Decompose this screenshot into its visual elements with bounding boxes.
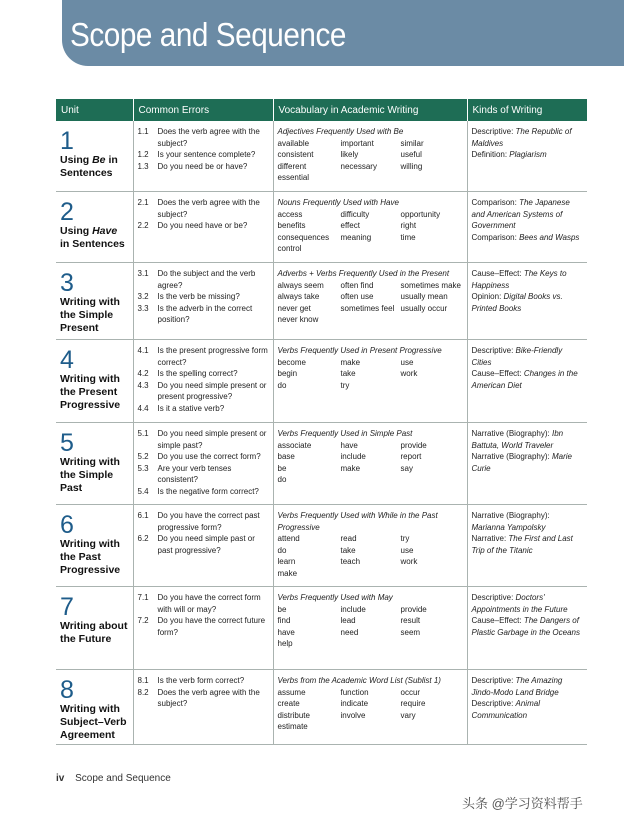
error-item (138, 428, 269, 451)
error-number: 2.2 (137, 221, 149, 231)
error-item (138, 463, 269, 486)
unit-cell (56, 263, 133, 340)
unit-title (60, 703, 129, 742)
error-text: Do you use the correct form? (157, 452, 261, 462)
vocab-word-grid (278, 687, 463, 733)
writing-kind (472, 698, 584, 721)
vocab-word: work (400, 557, 418, 567)
error-text: Is the spelling correct? (157, 369, 238, 379)
error-item (138, 345, 269, 368)
unit-number: 4 (60, 346, 74, 374)
error-number: 8.1 (137, 676, 149, 685)
vocab-word: associate (277, 440, 312, 450)
header-common-errors: Common Errors (133, 99, 273, 121)
kinds-cell (467, 121, 587, 192)
error-item (138, 126, 269, 149)
writing-kind-label: Descriptive: (471, 127, 516, 136)
unit-cell (56, 121, 133, 192)
writing-kind-title: The Amazing Jindo-Modo Land Bridge (471, 676, 563, 697)
writing-kind (472, 291, 584, 314)
vocab-word: require (400, 699, 426, 709)
errors-cell (133, 505, 273, 587)
vocab-word: benefits (277, 221, 306, 231)
vocab-word-grid (278, 357, 463, 392)
unit-number: 7 (60, 593, 74, 621)
vocab-word: include (340, 452, 366, 462)
vocab-word: read (340, 534, 357, 544)
error-text: Is the negative form correct? (157, 486, 259, 496)
error-item (138, 197, 269, 220)
error-item (138, 675, 269, 687)
vocab-cell (273, 192, 467, 263)
error-text: Is the adverb in the correct position? (157, 303, 253, 325)
vocab-word: use (400, 545, 414, 555)
writing-kind-title: Marie Curie (471, 452, 572, 473)
vocab-heading: Verbs Frequently Used in Simple Past (277, 429, 413, 438)
writing-kind-label: Cause–Effect: (471, 269, 524, 278)
vocab-word: never know (277, 315, 319, 325)
vocab-word-grid (278, 533, 463, 579)
vocab-word: seem (400, 627, 421, 637)
error-number: 7.2 (137, 616, 149, 626)
error-number: 5.2 (137, 452, 149, 462)
writing-kind-label: Comparison: (471, 198, 520, 207)
error-text: Do you need simple past or past progressive? (157, 534, 255, 555)
writing-kind (472, 533, 584, 556)
unit-title-text: Writing with the Simple Present (60, 296, 120, 334)
writing-kind-label: Narrative (Biography): (471, 511, 550, 520)
writing-kind-title: Ibn Battuta, World Traveler (471, 429, 564, 450)
error-number: 5.4 (137, 486, 149, 496)
error-item (138, 380, 269, 403)
error-text: Do you need have or be? (157, 221, 248, 231)
kinds-cell (467, 263, 587, 340)
page-number: iv (56, 773, 65, 784)
errors-cell (133, 263, 273, 340)
error-item (138, 615, 269, 638)
writing-kind (472, 368, 584, 391)
unit-title (60, 456, 129, 495)
vocab-word: try (340, 380, 350, 390)
error-item (138, 510, 269, 533)
writing-kind-title: Doctors' Appointments in the Future (471, 593, 568, 614)
kinds-cell (467, 505, 587, 587)
vocab-word: usually occur (400, 303, 448, 313)
writing-kind (472, 232, 584, 244)
error-number: 4.3 (137, 380, 149, 390)
vocab-word: sometimes feel (340, 303, 395, 313)
vocab-word: become (277, 357, 306, 367)
vocab-heading: Adverbs + Verbs Frequently Used in the Present (277, 269, 450, 278)
vocab-cell (273, 423, 467, 505)
error-number: 6.2 (137, 534, 149, 544)
vocab-word-grid (278, 280, 463, 326)
table-row (56, 340, 587, 423)
vocab-word: have (340, 440, 358, 450)
vocab-word: lead (340, 616, 356, 626)
writing-kind-title: Changes in the American Diet (471, 369, 578, 390)
error-number: 1.3 (137, 161, 149, 171)
vocab-word: make (340, 463, 361, 473)
watermark: 头条 @学习资料帮手 (462, 796, 583, 811)
error-number: 1.1 (137, 127, 149, 136)
writing-kind-label: Cause–Effect: (471, 616, 524, 626)
errors-cell (133, 340, 273, 423)
error-text: Is your sentence complete? (157, 150, 256, 160)
writing-kind-title: The Keys to Happiness (471, 269, 567, 290)
writing-kind (472, 149, 584, 161)
vocab-word-grid (278, 440, 463, 486)
error-item (138, 149, 269, 161)
vocab-word: important (340, 138, 374, 148)
vocab-word: different (277, 161, 307, 171)
unit-title (60, 373, 129, 412)
table-row (56, 192, 587, 263)
vocab-word: vary (400, 710, 416, 720)
vocab-word: include (340, 604, 366, 614)
error-item (138, 368, 269, 380)
page-footer (56, 773, 171, 784)
writing-kind-title: Animal Communication (471, 699, 540, 720)
vocab-word-grid (278, 604, 463, 650)
kinds-cell (467, 340, 587, 423)
error-item (138, 486, 269, 498)
vocab-cell (273, 121, 467, 192)
error-text: Do you have the correct form with will or may? (157, 593, 261, 614)
writing-kind-label: Descriptive: (471, 346, 516, 355)
unit-cell (56, 340, 133, 423)
errors-cell (133, 423, 273, 505)
table-row (56, 670, 587, 745)
vocab-heading: Verbs from the Academic Word List (Sublist 1) (277, 676, 441, 685)
kinds-cell (467, 670, 587, 745)
vocab-word: work (400, 369, 418, 379)
unit-title-text: Writing with Subject–Verb Agreement (60, 703, 127, 741)
vocab-word-grid (278, 138, 463, 184)
error-number: 4.1 (137, 346, 149, 355)
vocab-word: provide (400, 440, 427, 450)
writing-kind (472, 268, 584, 291)
error-number: 4.2 (137, 369, 149, 379)
vocab-word: occur (400, 687, 421, 697)
vocab-word: never get (277, 303, 311, 313)
vocab-heading: Nouns Frequently Used with Have (277, 198, 399, 207)
error-number: 1.2 (137, 150, 149, 160)
error-text: Are your verb tenses consistent? (157, 463, 232, 485)
unit-title-text: Using (60, 225, 93, 237)
writing-kind (472, 126, 584, 149)
vocab-word: say (400, 463, 413, 473)
error-text: Is the verb form correct? (157, 676, 245, 685)
writing-kind-label: Cause–Effect: (471, 369, 524, 379)
writing-kind-label: Descriptive: (471, 699, 516, 709)
vocab-word: assume (277, 687, 306, 697)
vocab-word: begin (277, 369, 298, 379)
vocab-word: effect (340, 221, 360, 231)
error-item (138, 220, 269, 232)
vocab-word: indicate (340, 699, 369, 709)
writing-kind-title: Plagiarism (509, 150, 547, 160)
vocab-word: do (277, 545, 287, 555)
writing-kind-title: Digital Books vs. Printed Books (471, 292, 563, 313)
kinds-cell (467, 192, 587, 263)
unit-title (60, 620, 129, 646)
vocab-word: always seem (277, 280, 324, 290)
vocab-word: need (340, 627, 359, 637)
vocab-word: useful (400, 150, 422, 160)
unit-cell (56, 423, 133, 505)
header-kinds-of-writing: Kinds of Writing (467, 99, 587, 121)
writing-kind (472, 592, 584, 615)
vocab-cell (273, 505, 467, 587)
vocab-word: access (277, 209, 303, 219)
error-number: 5.3 (137, 463, 149, 473)
writing-kind-title: The Republic of Maldives (471, 127, 572, 148)
error-text: Does the verb agree with the subject? (157, 198, 260, 219)
header-vocabulary: Vocabulary in Academic Writing (273, 99, 467, 121)
vocab-word: essential (277, 173, 310, 183)
vocab-heading: Verbs Frequently Used with May (277, 593, 393, 602)
writing-kind (472, 197, 584, 232)
scope-sequence-table (56, 99, 587, 745)
errors-cell (133, 121, 273, 192)
unit-title-text-end: in Sentences (60, 154, 118, 179)
error-number: 5.1 (137, 429, 149, 438)
writing-kind-label: Narrative (Biography): (471, 429, 552, 438)
error-text: Does the verb agree with the subject? (157, 687, 260, 709)
vocab-word: report (400, 452, 422, 462)
error-item (138, 687, 269, 710)
unit-cell (56, 192, 133, 263)
error-item (138, 268, 269, 291)
kinds-cell (467, 587, 587, 670)
vocab-word: willing (400, 161, 423, 171)
writing-kind-title: Marianna Yampolsky (471, 522, 546, 532)
writing-kind-title: The Dangers of Plastic Garbage in the Oceans (471, 616, 581, 637)
vocab-word: be (277, 604, 287, 614)
table-row (56, 263, 587, 340)
errors-cell (133, 587, 273, 670)
vocab-word: use (400, 357, 414, 367)
writing-kind-title: The First and Last Trip of the Titanic (471, 534, 573, 555)
vocab-word: try (400, 534, 410, 544)
vocab-word: consistent (277, 150, 314, 160)
vocab-word: make (340, 357, 361, 367)
vocab-word: provide (400, 604, 427, 614)
vocab-word: do (277, 475, 287, 485)
vocab-word: function (340, 687, 369, 697)
vocab-word: opportunity (400, 209, 441, 219)
error-number: 6.1 (137, 511, 149, 520)
vocab-word: be (277, 463, 287, 473)
vocab-cell (273, 670, 467, 745)
vocab-heading: Verbs Frequently Used with While in the Past Progressive (277, 511, 438, 532)
vocab-heading: Verbs Frequently Used in Present Progressive (277, 346, 442, 355)
unit-title (60, 225, 129, 251)
vocab-word: have (277, 627, 295, 637)
error-item (138, 403, 269, 415)
error-number: 3.2 (137, 292, 149, 302)
vocab-word: usually mean (400, 292, 448, 302)
vocab-cell (273, 587, 467, 670)
vocab-word: involve (340, 710, 366, 720)
error-item (138, 451, 269, 463)
vocab-word: right (400, 221, 417, 231)
error-number: 4.4 (137, 403, 149, 413)
header-unit: Unit (56, 99, 133, 121)
page-title: Scope and Sequence (70, 16, 346, 53)
vocab-word: make (277, 568, 298, 578)
unit-title (60, 538, 129, 577)
vocab-word: control (277, 244, 302, 254)
vocab-heading: Adjectives Frequently Used with Be (277, 127, 404, 136)
writing-kind-label: Definition: (471, 150, 510, 160)
error-item (138, 303, 269, 326)
vocab-word: always take (277, 292, 320, 302)
writing-kind (472, 451, 584, 474)
unit-title-text-end: in Sentences (60, 238, 125, 250)
error-number: 8.2 (137, 687, 149, 697)
unit-title-emphasis: Have (92, 225, 118, 237)
writing-kind (472, 615, 584, 638)
writing-kind-title: Bike-Friendly Cities (471, 346, 563, 367)
vocab-word: necessary (340, 161, 377, 171)
errors-cell (133, 192, 273, 263)
writing-kind-label: Opinion: (471, 292, 504, 302)
vocab-word: teach (340, 557, 361, 567)
error-text: Is it a stative verb? (157, 403, 225, 413)
writing-kind (472, 675, 584, 698)
error-text: Is the verb be missing? (157, 292, 240, 302)
error-text: Do you have the correct future form? (157, 616, 266, 637)
vocab-word: attend (277, 534, 300, 544)
unit-number: 6 (60, 511, 74, 539)
vocab-word: find (277, 616, 291, 626)
error-text: Do the subject and the verb agree? (157, 269, 256, 290)
vocab-word: often find (340, 280, 374, 290)
vocab-word: take (340, 369, 356, 379)
unit-title (60, 154, 129, 180)
unit-number: 5 (60, 429, 74, 457)
error-item (138, 291, 269, 303)
error-item (138, 161, 269, 173)
unit-title-text: Using (60, 154, 93, 166)
error-number: 3.1 (137, 269, 149, 278)
unit-title (60, 296, 129, 335)
vocab-word: difficulty (340, 209, 370, 219)
vocab-word: estimate (277, 722, 308, 732)
writing-kind (472, 345, 584, 368)
vocab-word: learn (277, 557, 296, 567)
vocab-word: often use (340, 292, 374, 302)
table-row (56, 121, 587, 192)
error-number: 7.1 (137, 593, 149, 602)
unit-cell (56, 587, 133, 670)
error-text: Do you need be or have? (157, 161, 248, 171)
footer-label: Scope and Sequence (75, 773, 171, 784)
error-number: 2.1 (137, 198, 149, 207)
unit-number: 8 (60, 676, 74, 704)
table-row (56, 423, 587, 505)
vocab-word: create (277, 699, 300, 709)
vocab-cell (273, 263, 467, 340)
vocab-word: available (277, 138, 310, 148)
error-text: Is the present progressive form correct? (157, 346, 268, 367)
writing-kind (472, 428, 584, 451)
vocab-word: meaning (340, 232, 372, 242)
writing-kind-label: Narrative (Biography): (471, 452, 552, 462)
error-item (138, 533, 269, 556)
writing-kind-title: The Japanese and American Systems of Government (471, 198, 570, 231)
unit-title-text: Writing about the Future (60, 620, 128, 645)
vocab-word: similar (400, 138, 424, 148)
error-text: Do you need simple present or simple past? (157, 429, 267, 450)
table-row (56, 587, 587, 670)
table-row (56, 505, 587, 587)
error-number: 3.3 (137, 303, 149, 313)
writing-kind-label: Narrative: (471, 534, 509, 544)
vocab-word: sometimes make (400, 280, 461, 290)
vocab-word: time (400, 232, 416, 242)
unit-title-text: Writing with the Simple Past (60, 456, 120, 494)
vocab-word: help (277, 639, 293, 649)
writing-kind-label: Comparison: (471, 232, 520, 242)
vocab-cell (273, 340, 467, 423)
unit-number: 3 (60, 269, 74, 297)
kinds-cell (467, 423, 587, 505)
unit-title-text: Writing with the Past Progressive (60, 538, 121, 576)
vocab-word: likely (340, 150, 359, 160)
vocab-word: base (277, 452, 295, 462)
error-text: Do you have the correct past progressive form? (157, 511, 260, 532)
unit-cell (56, 670, 133, 745)
vocab-word: take (340, 545, 356, 555)
writing-kind-label: Descriptive: (471, 676, 516, 685)
writing-kind (472, 510, 584, 533)
title-banner (62, 0, 624, 66)
unit-title-text: Writing with the Present Progressive (60, 373, 121, 411)
errors-cell (133, 670, 273, 745)
unit-number: 1 (60, 127, 74, 155)
error-text: Do you need simple present or present progressive? (157, 380, 267, 402)
vocab-word: consequences (277, 232, 330, 242)
unit-cell (56, 505, 133, 587)
error-item (138, 592, 269, 615)
vocab-word-grid (278, 209, 463, 255)
unit-number: 2 (60, 198, 74, 226)
vocab-word: do (277, 380, 287, 390)
error-text: Does the verb agree with the subject? (157, 127, 260, 148)
writing-kind-title: Bees and Wasps (519, 232, 580, 242)
vocab-word: distribute (277, 710, 310, 720)
writing-kind-label: Descriptive: (471, 593, 516, 602)
table-header-row (56, 99, 587, 121)
unit-title-emphasis: Be (92, 154, 106, 166)
vocab-word: result (400, 616, 421, 626)
